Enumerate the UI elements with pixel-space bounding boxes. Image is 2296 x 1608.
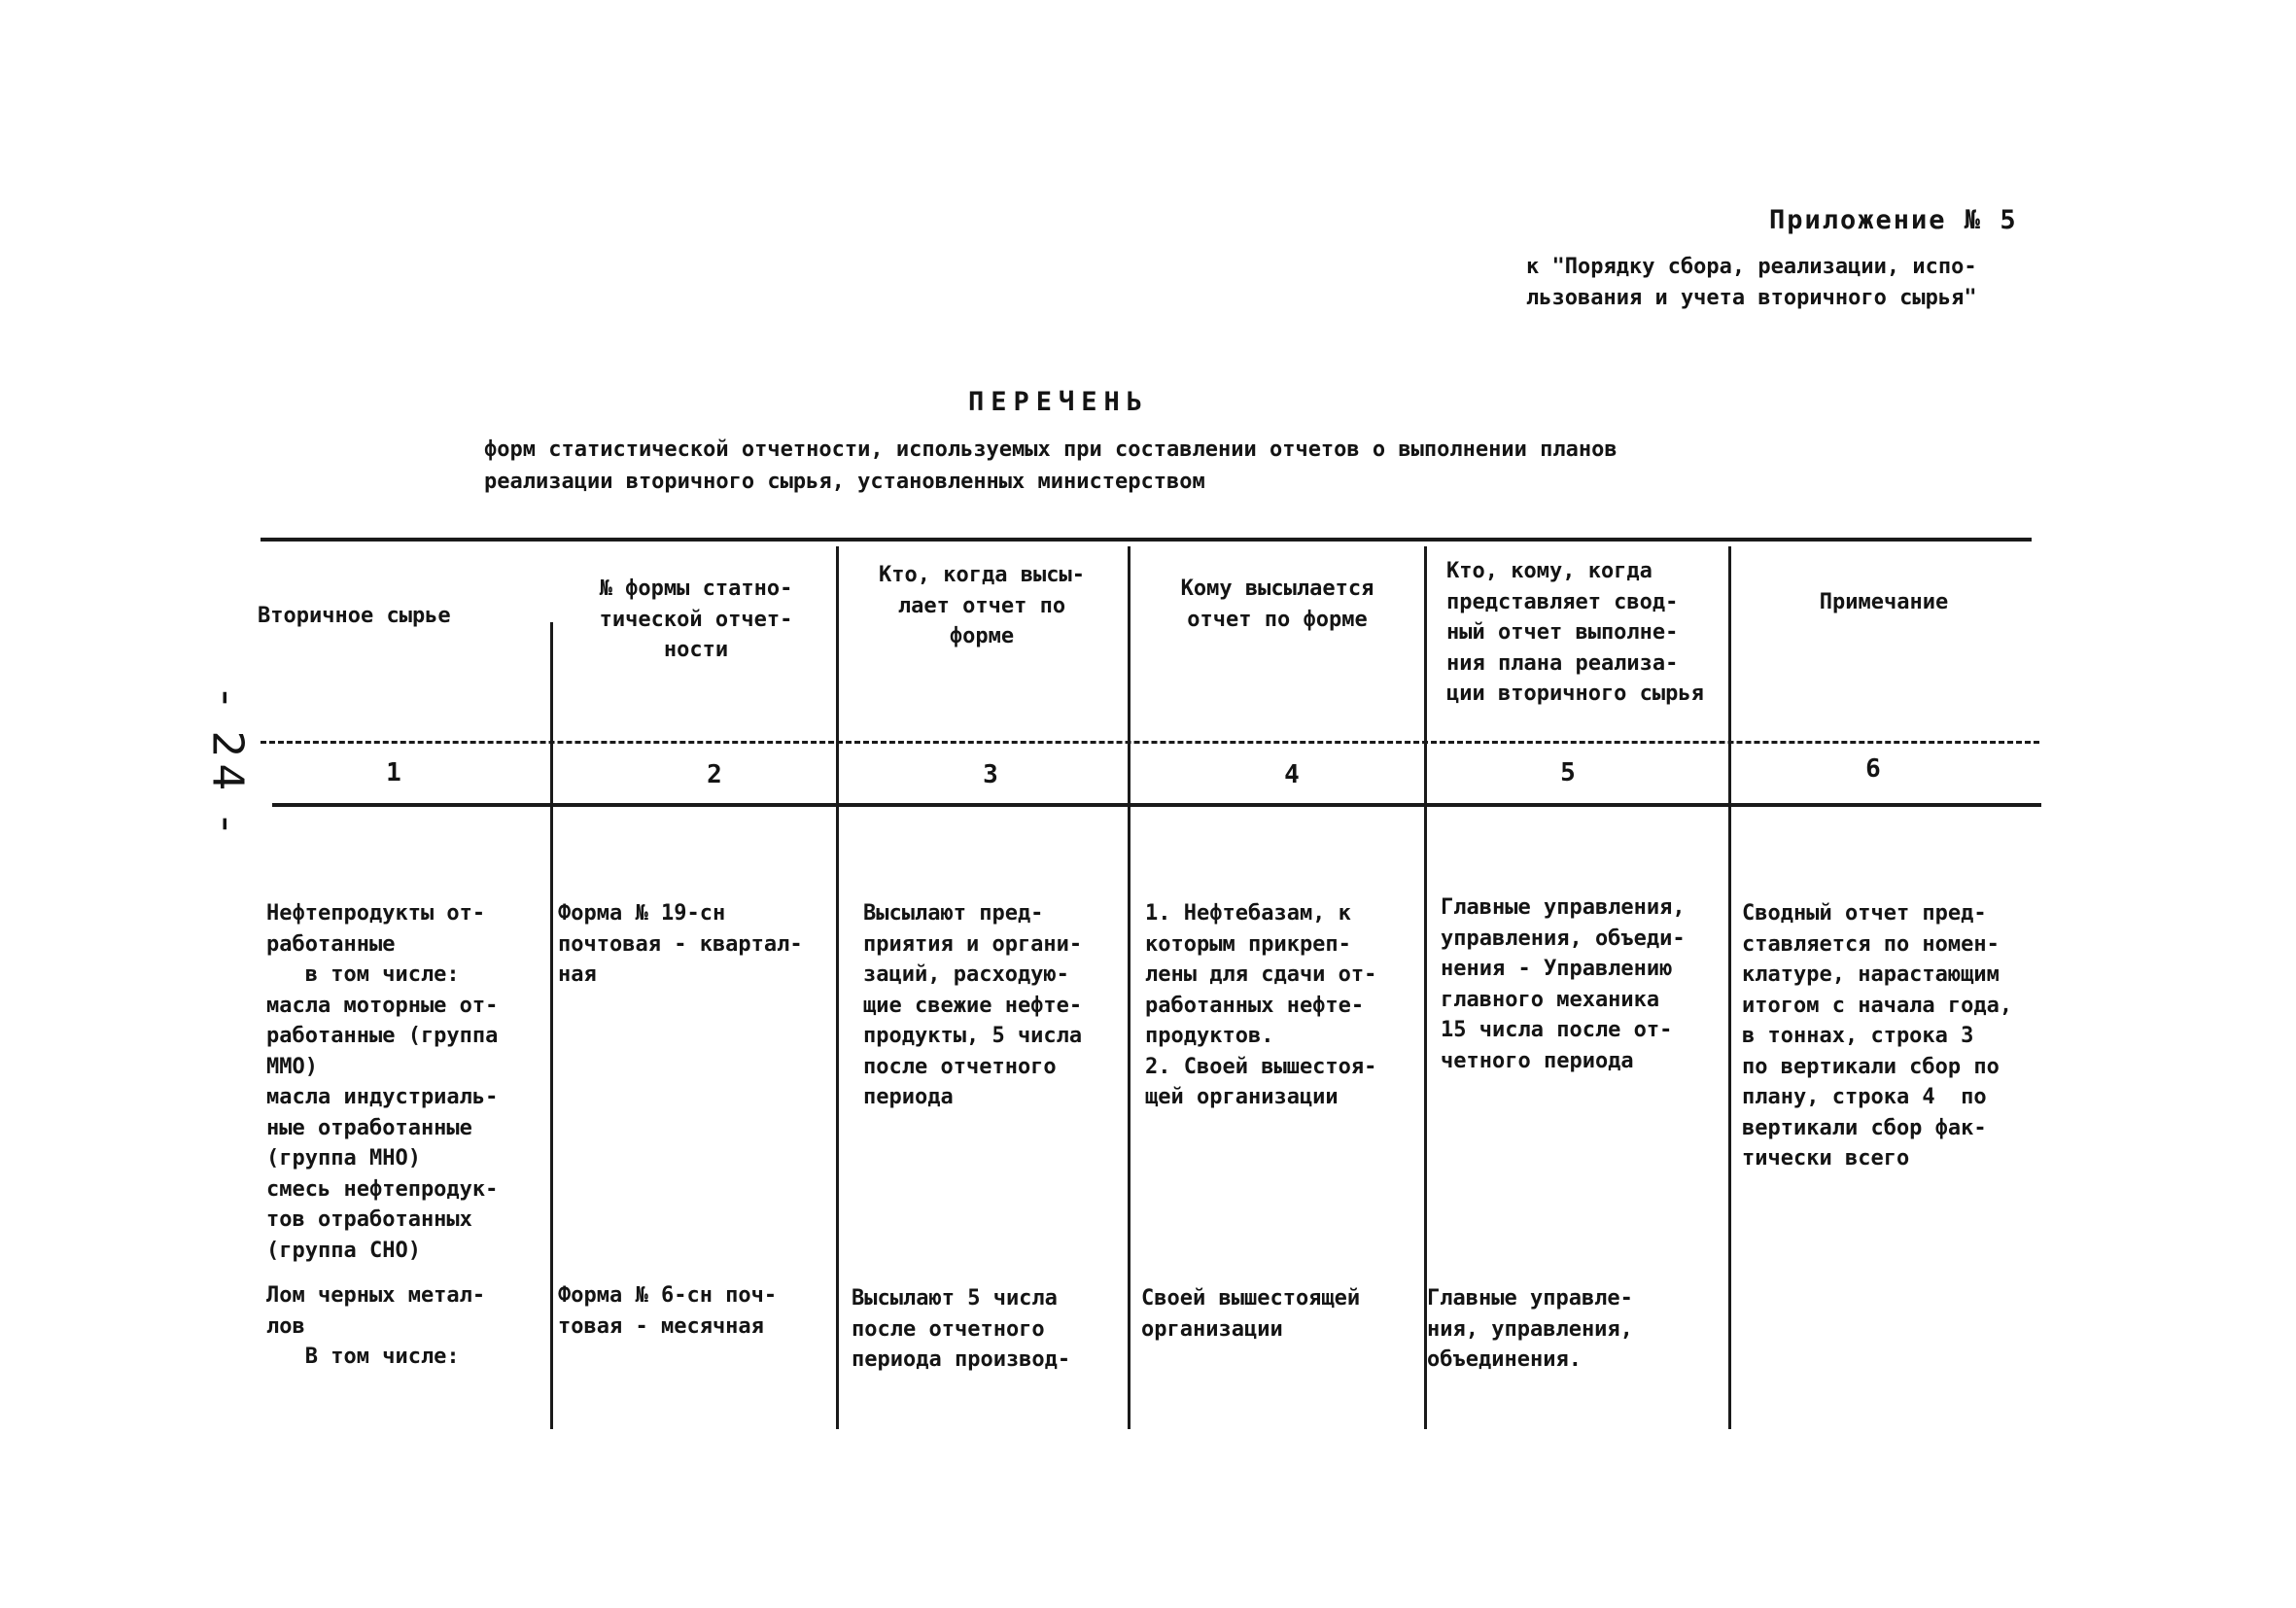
row2-recipient: Своей вышестоящей организации [1141, 1286, 1361, 1342]
row2-material: Лом черных метал- лов В том числе: [266, 1283, 486, 1369]
row1-form: Форма № 19-сн почтовая - квартал- ная [558, 901, 803, 987]
row1-material: Нефтепродукты от- работанные в том числе: масла моторные от- работанные (группа ММО) масла индустриаль- ные отработанные (группа МНО) смесь нефтепродук- тов отработанных (группа СНО) [266, 901, 499, 1263]
column-number-4: 4 [1284, 760, 1300, 789]
row2-summary: Главные управле- ния, управления, объединения. [1427, 1286, 1633, 1372]
header-bottom-rule [261, 741, 2039, 744]
column-number-3: 3 [983, 760, 998, 789]
row2-form: Форма № 6-сн поч- товая - месячная [558, 1283, 778, 1339]
column-number-5: 5 [1560, 758, 1576, 787]
header-to-whom-sent: Кому высылается отчет по форме [1180, 577, 1374, 632]
column-separator-2 [836, 546, 839, 1429]
page-number: - 24 - [202, 689, 253, 838]
column-number-6: 6 [1865, 754, 1881, 784]
document-subtitle: форм статистической отчетности, используемых при составлении отчетов о выполнении планов реализации вторичного сырья, установленных министерством [484, 437, 1618, 494]
header-note: Примечание [1819, 590, 1949, 614]
header-form-number: № формы статно- тической отчет- ности [599, 577, 793, 662]
appendix-title: Приложение № 5 [1769, 205, 2018, 235]
column-separator-1 [550, 622, 553, 1429]
column-number-rule [272, 803, 2041, 807]
appendix-reference: к "Порядку сбора, реализации, испо- льзования и учета вторичного сырья" [1526, 255, 1977, 310]
header-who-when-sends: Кто, когда высы- лает отчет по форме [879, 563, 1085, 648]
header-secondary-raw-material: Вторичное сырье [258, 604, 451, 628]
column-separator-3 [1128, 546, 1131, 1429]
row1-note: Сводный отчет пред- ставляется по номен- клатуре, нарастающим итогом с начала года, в тоннах, строка 3 по вертикали сбор по плану, строка 4 по вертикали сбор фак- тически всего [1742, 901, 2013, 1171]
column-number-2: 2 [707, 760, 722, 789]
document-title: ПЕРЕЧЕНЬ [968, 387, 1150, 417]
row1-recipient: 1. Нефтебазам, к которым прикреп- лены для сдачи от- работанных нефте- продуктов. 2. Своей вышестоя- щей организации [1145, 901, 1377, 1109]
table-top-rule [261, 538, 2032, 542]
row2-sender: Высылают 5 числа после отчетного периода производ- [852, 1286, 1071, 1372]
row1-sender: Высылают пред- приятия и органи- заций, расходую- щие свежие нефте- продукты, 5 числа после отчетного периода [863, 901, 1083, 1109]
column-separator-5 [1728, 546, 1731, 1429]
column-number-1: 1 [386, 758, 401, 787]
row1-summary: Главные управления, управления, объеди- нения - Управлению главного механика 15 числа после от- четного периода [1441, 895, 1686, 1073]
header-summary-report: Кто, кому, когда представляет свод- ный отчет выполне- ния плана реализа- ции вторичного сырья [1446, 559, 1704, 706]
